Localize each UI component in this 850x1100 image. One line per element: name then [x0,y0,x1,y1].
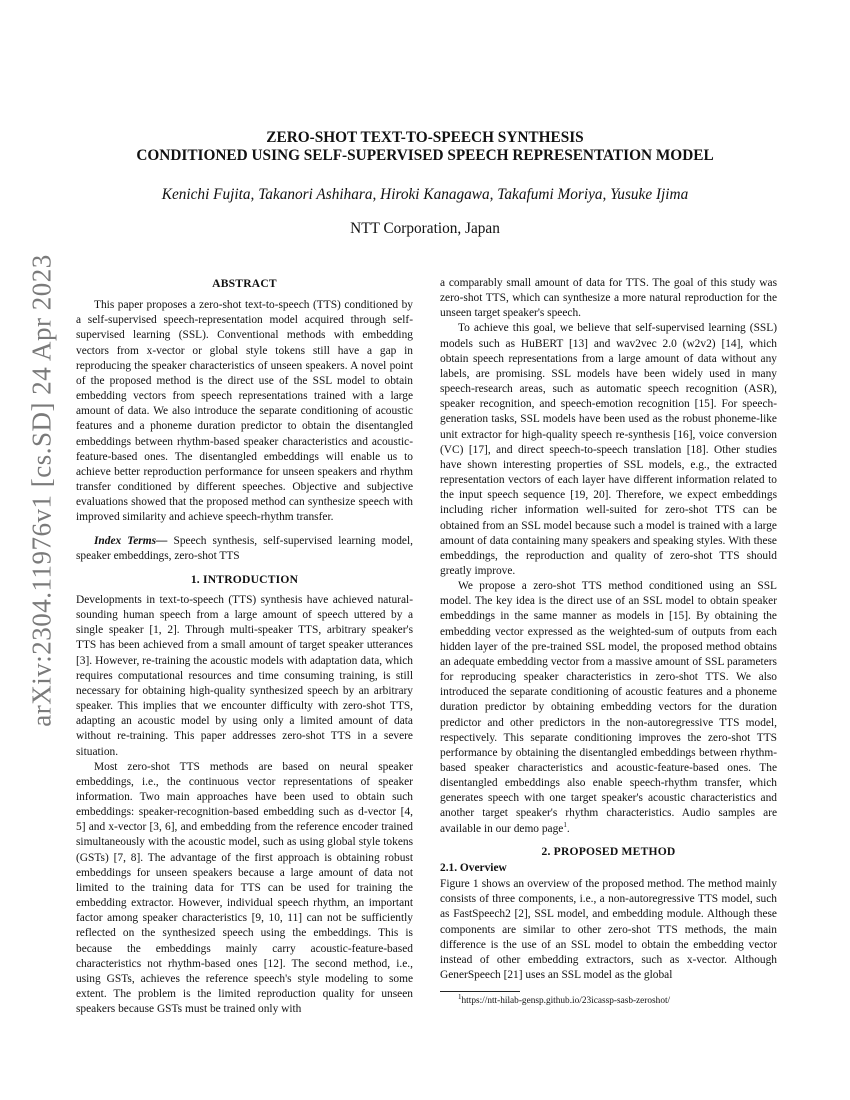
index-terms-text: Speech synthesis, self-supervised learning model, speaker embeddings, zero-shot TTS [76,534,413,562]
arxiv-id: arXiv:2304.11976v1 [cs.SD] 24 Apr 2023 [26,253,57,727]
paper-title [0,129,850,165]
intro-paragraph-4-text: We propose a zero-shot TTS method conditioned using an SSL model. The key idea is the direct use of an SSL model to obtain speaker embeddings in the same manner as models in [15]. By obtaining the embedding vector expressed as the weighted-sum of outputs from each hidden layer of the pre-trained SSL model, the proposed method obtains an adequate embedding vector from a massive amount of SSL parameters for reproducing speaker characteristics in zero-shot TTS. We also introduced the separate conditioning of acoustic features and a phoneme duration predictor by obtaining embedding vectors for the duration predictor and other predictors in the non-autoregressive TTS model, respectively. This separate conditioning improves the zero-shot TTS performance by obtaining the disentangled embeddings between rhythm-based speaker characteristics and acoustic-feature-based ones. The disentangled embeddings also enable speech-rhythm transfer, which generates speech with one target speaker's acoustic characteristics and another target speaker's rhythm characteristics. Audio samples are available in our demo page [440,580,777,835]
footnote-number: 1 [458,993,462,1002]
left-column [76,276,413,1017]
introduction-heading: 1. INTRODUCTION [190,572,299,586]
intro-paragraph-2: Most zero-shot TTS methods are based on neural speaker embeddings, i.e., the continuous vector representations of speaker information. Two main approaches have been used to obtain such embeddings: speaker-recognition-based embedding such as d-vector [4, 5] and x-vector [3, 6], and embedding from the reference encoder trained simultaneously with the acoustic model, such as using global style tokens (GSTs) [7, 8]. The advantage of the first approach is obtaining robust embeddings for unseen speakers because a large amount of data not limited to the training data for TTS can be used for training the embedding extractor. However, individual speech rhythm, an important factor among speaker characteristics [9, 10, 11] can not be sufficiently reflected on the synthesized speech using the embeddings. This is because the embeddings mainly carry acoustic-feature-based characteristics not rhythm-based ones [12]. The second method, i.e., using GSTs, achieves the reference speech's style modeling to some extent. The problem is the limited reproduction quality for unseen speakers because GSTs must be trained only with [76,760,413,1016]
footnote [440,993,777,1007]
footnote-rule [440,991,520,992]
index-terms [76,534,413,564]
title-line-2: CONDITIONED USING SELF-SUPERVISED SPEECH REPRESENTATION MODEL [136,147,714,164]
abstract-text: This paper proposes a zero-shot text-to-speech (TTS) conditioned by a self-supervised speech-representation model acquired through self-supervised learning (SSL). Conventional methods with embedding vectors from x-vector or global style tokens still have a gap in reproducing the speaker characteristics of unseen speakers. A novel point of the proposed method is the direct use of the SSL model to obtain embedding vectors from speech representations trained with a large amount of data. We also introduce the separate conditioning of acoustic features and a phoneme duration predictor to obtain the disentangled embeddings between rhythm-based speaker characteristics and acoustic-feature-based ones. The disentangled embeddings will enable us to achieve better reproduction performance for unseen speakers and rhythm transfer conditioned by different speeches. Objective and subjective evaluations showed that the proposed method can synthesize speech with improved similarity and achieve speech-rhythm transfer. [76,299,413,524]
abstract-heading: ABSTRACT [212,277,277,290]
author-list: Kenichi Fujita, Takanori Ashihara, Hiroki Kanagawa, Takafumi Moriya, Yusuke Ijima [161,186,689,203]
right-column [440,276,777,1007]
method-heading: 2. PROPOSED METHOD [541,844,676,858]
intro-paragraph-4-end: . [566,822,570,835]
footnote-url[interactable]: https://ntt-hilab-gensp.github.io/23icassp-sasb-zeroshot/ [461,996,671,1007]
overview-paragraph: Figure 1 shows an overview of the proposed method. The method mainly consists of three components, i.e., a non-autoregressive TTS model, such as FastSpeech2 [2], SSL model, and embedding module. Although these components are similar to other zero-shot TTS methods, the main difference is the use of an SSL model to obtain the embedding vector instead of other embedding extractors, such as x-vector. Although GenerSpeech [21] uses an SSL model as the global [440,878,777,982]
overview-subheading: 2.1. Overview [440,861,507,874]
title-line-1: ZERO-SHOT TEXT-TO-SPEECH SYNTHESIS [266,129,584,146]
intro-paragraph-2-continued: a comparably small amount of data for TTS. The goal of this study was zero-shot TTS, which can synthesize a more natural reproduction for the unseen target speaker's speech. [440,277,777,320]
arxiv-stamp [14,253,70,727]
index-terms-label: Index Terms— [94,534,168,547]
intro-paragraph-1: Developments in text-to-speech (TTS) synthesis have achieved natural-sounding human speech from a large amount of speech uttered by a single speaker [1, 2]. Through multi-speaker TTS, arbitrary speaker's TTS has been achieved from a small amount of target speaker utterances [3]. However, re-training the acoustic models with adaptation data, which requires computational resources and time consuming training, is still necessary for obtaining high-quality synthesized speech by an arbitrary speaker. This implies that we encounter difficulty with zero-shot TTS, adapting an acoustic model by using only a limited amount of data without re-training. This paper addresses zero-shot TTS in a severe situation. [76,593,413,758]
intro-paragraph-3: To achieve this goal, we believe that self-supervised learning (SSL) models such as HuBERT [13] and wav2vec 2.0 (w2v2) [14], which obtain speech representations from a large amount of data without any labels, are promising. SSL models have been widely used in many speech-research areas, such as automatic speech recognition (ASR), speaker recognition, and speech-emotion recognition [15]. For speech-generation tasks, SSL models have been used as the robust phoneme-like unit extractor for high-quality speech re-synthesis [16], voice conversion (VC) [17], and direct speech-to-speech translation [18]. Other studies have shown interesting properties of SSL models, e.g., the extracted representation vectors of each layer have different information related to the input speech sequence [19, 20]. Therefore, we expect embeddings including richer information well-suited for zero-shot TTS can be obtained from an SSL model because such a model is trained with a large amount of data containing many speakers and speaking styles. With these embeddings, the reproduction and quality of zero-shot TTS should greatly improve. [440,322,777,577]
footnote-marker[interactable]: 1 [563,820,567,829]
affiliation: NTT Corporation, Japan [350,220,500,237]
intro-paragraph-4 [440,579,777,837]
